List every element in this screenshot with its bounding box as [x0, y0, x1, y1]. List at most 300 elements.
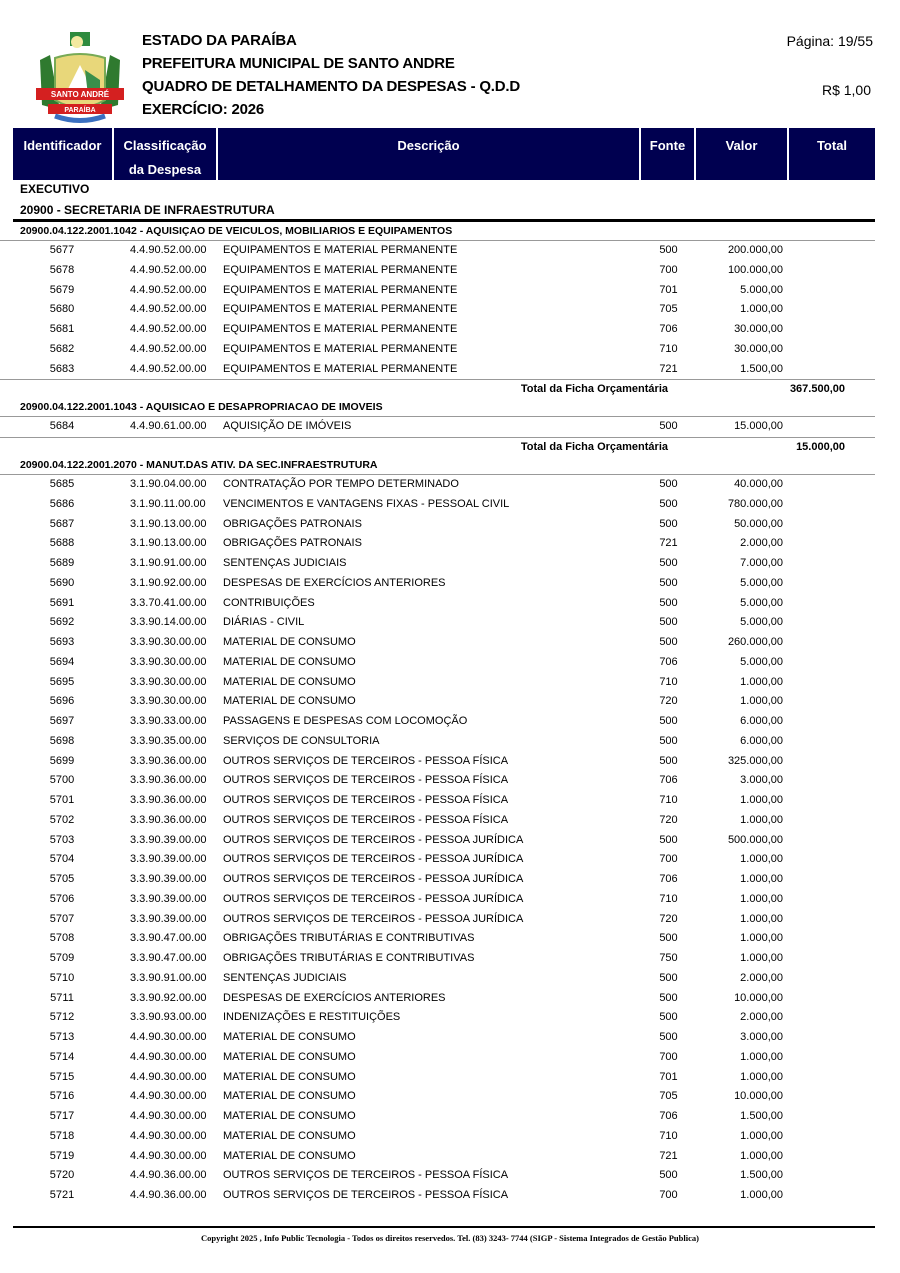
cell-descricao: OUTROS SERVIÇOS DE TERCEIROS - PESSOA JURÍDICA: [223, 833, 524, 846]
cell-fonte: 500: [659, 932, 678, 945]
cell-id: 5699: [49, 754, 75, 767]
cell-fonte: 710: [659, 892, 678, 905]
footer-divider: [13, 1226, 875, 1228]
cell-id: 5701: [49, 794, 75, 806]
cell-descricao: OUTROS SERVIÇOS DE TERCEIROS - PESSOA FÍSICA: [223, 1169, 509, 1182]
cell-fonte: 500: [659, 734, 678, 747]
table-row: [0, 1087, 900, 1107]
table-row: [0, 554, 900, 574]
cell-valor: 3.000,00: [740, 1031, 783, 1043]
table-row: [0, 850, 900, 870]
cell-descricao: MATERIAL DE CONSUMO: [223, 1050, 356, 1063]
table-row: [0, 261, 900, 281]
cell-fonte: 700: [659, 263, 678, 276]
cell-fonte: 500: [659, 833, 678, 846]
cell-descricao: MATERIAL DE CONSUMO: [223, 636, 356, 648]
cell-classificacao: 4.4.90.30.00.00: [130, 1031, 207, 1043]
cell-fonte: 700: [659, 1050, 678, 1063]
cell-classificacao: 3.3.90.30.00.00: [130, 675, 207, 688]
cell-id: 5709: [49, 952, 75, 964]
cell-valor: 1.500,00: [740, 1110, 783, 1122]
table-row: [0, 870, 900, 890]
cell-fonte: 710: [659, 1129, 678, 1142]
table-row: [0, 1068, 900, 1088]
cell-id: 5704: [49, 853, 75, 866]
cell-id: 5692: [49, 616, 75, 629]
cell-id: 5707: [49, 912, 75, 925]
cell-descricao: CONTRATAÇÃO POR TEMPO DETERMINADO: [223, 478, 459, 490]
total-value: 367.500,00: [789, 383, 845, 396]
cell-id: 5708: [49, 932, 75, 945]
table-row: [0, 594, 900, 614]
col-identificador: Identificador: [13, 128, 114, 180]
cell-descricao: EQUIPAMENTOS E MATERIAL PERMANENTE: [223, 283, 458, 296]
cell-valor: 200.000,00: [727, 244, 783, 256]
cell-fonte: 500: [659, 478, 678, 490]
cell-valor: 5.000,00: [740, 616, 783, 629]
cell-descricao: VENCIMENTOS E VANTAGENS FIXAS - PESSOAL CIVIL: [223, 497, 510, 510]
cell-descricao: EQUIPAMENTOS E MATERIAL PERMANENTE: [223, 244, 458, 256]
cell-valor: 50.000,00: [734, 517, 783, 530]
cell-id: 5711: [50, 991, 74, 1004]
cell-descricao: OUTROS SERVIÇOS DE TERCEIROS - PESSOA JURÍDICA: [223, 892, 524, 905]
cell-fonte: 500: [659, 754, 678, 767]
total-row: [0, 437, 875, 456]
cell-classificacao: 4.4.90.52.00.00: [130, 362, 207, 375]
cell-id: 5712: [49, 1011, 75, 1024]
table-row: [0, 1048, 900, 1068]
cell-descricao: SENTENÇAS JUDICIAIS: [223, 557, 347, 569]
cell-classificacao: 3.3.90.93.00.00: [130, 1011, 207, 1024]
table-row: [0, 360, 900, 380]
cell-fonte: 706: [659, 655, 678, 668]
cell-classificacao: 4.4.90.30.00.00: [130, 1129, 207, 1142]
action-heading: 20900.04.122.2001.1043 - AQUISICAO E DESAPROPRIACAO DE IMOVEIS: [0, 398, 875, 417]
cell-id: 5677: [49, 244, 75, 256]
cell-descricao: OUTROS SERVIÇOS DE TERCEIROS - PESSOA FÍSICA: [223, 813, 509, 826]
cell-valor: 30.000,00: [734, 342, 783, 355]
table-row: [0, 831, 900, 851]
power-label: EXECUTIVO: [20, 182, 90, 196]
cell-valor: 5.000,00: [740, 655, 783, 668]
cell-id: 5697: [49, 715, 75, 727]
cell-classificacao: 4.4.90.52.00.00: [130, 283, 207, 296]
cell-id: 5686: [49, 497, 75, 510]
table-row: [0, 890, 900, 910]
table-row: [0, 1107, 900, 1127]
cell-classificacao: 4.4.90.30.00.00: [130, 1149, 207, 1162]
cell-valor: 1.000,00: [740, 1050, 783, 1063]
cell-valor: 1.000,00: [740, 695, 783, 708]
table-row: [0, 949, 900, 969]
cell-descricao: MATERIAL DE CONSUMO: [223, 1090, 356, 1103]
cell-id: 5718: [49, 1129, 75, 1142]
cell-fonte: 500: [659, 991, 678, 1004]
cell-id: 5706: [49, 892, 75, 905]
cell-classificacao: 3.3.90.36.00.00: [130, 813, 207, 826]
cell-valor: 325.000,00: [727, 754, 783, 767]
cell-fonte: 706: [659, 323, 678, 335]
table-row: [0, 281, 900, 301]
cell-fonte: 500: [659, 244, 678, 256]
table-row: [0, 475, 900, 495]
cell-valor: 40.000,00: [734, 478, 783, 490]
table-row: [0, 1166, 900, 1186]
table-row: [0, 929, 900, 949]
cell-id: 5720: [49, 1169, 75, 1182]
cell-fonte: 500: [659, 420, 678, 433]
col-valor: Valor: [696, 128, 789, 180]
cell-valor: 1.000,00: [740, 1129, 783, 1142]
cell-id: 5685: [49, 478, 75, 490]
cell-id: 5716: [49, 1090, 75, 1103]
cell-valor: 10.000,00: [734, 991, 783, 1004]
col-classificacao-line2: da Despesa: [128, 162, 202, 177]
cell-descricao: OUTROS SERVIÇOS DE TERCEIROS - PESSOA JURÍDICA: [223, 873, 524, 885]
cell-valor: 1.000,00: [740, 952, 783, 964]
cell-fonte: 721: [659, 362, 678, 375]
cell-classificacao: 3.1.90.13.00.00: [130, 537, 207, 550]
city-title: PREFEITURA MUNICIPAL DE SANTO ANDRE: [142, 55, 455, 72]
cell-id: 5695: [49, 675, 75, 688]
total-row: [0, 379, 875, 398]
table-row: [0, 692, 900, 712]
cell-id: 5687: [49, 517, 75, 530]
cell-valor: 100.000,00: [727, 263, 783, 276]
cell-classificacao: 4.4.90.52.00.00: [130, 303, 207, 316]
table-row: [0, 613, 900, 633]
cell-fonte: 700: [659, 1189, 678, 1201]
cell-valor: 500.000,00: [727, 833, 783, 846]
cell-descricao: EQUIPAMENTOS E MATERIAL PERMANENTE: [223, 362, 458, 375]
cell-valor: 1.500,00: [740, 362, 783, 375]
cell-valor: 30.000,00: [734, 323, 783, 335]
copyright-text: Copyright 2025 , Info Public Tecnologia - Todos os direitos reservedos. Tel. (83) 3243- 7744 (SIGP - Sistema Integrados de Gestão Publica): [201, 1233, 699, 1243]
cell-descricao: MATERIAL DE CONSUMO: [223, 1129, 356, 1142]
cell-valor: 260.000,00: [727, 636, 783, 648]
cell-fonte: 500: [659, 576, 678, 589]
table-row: [0, 791, 900, 811]
cell-descricao: INDENIZAÇÕES E RESTITUIÇÕES: [223, 1011, 401, 1024]
table-row: [0, 320, 900, 340]
cell-id: 5682: [49, 342, 75, 355]
cell-descricao: SERVIÇOS DE CONSULTORIA: [223, 734, 380, 747]
cell-id: 5698: [49, 734, 75, 747]
cell-classificacao: 3.3.90.36.00.00: [130, 754, 207, 767]
cell-id: 5710: [49, 971, 75, 984]
page-number: Página: 19/55: [786, 33, 873, 49]
table-row: [0, 673, 900, 693]
cell-id: 5693: [49, 636, 75, 648]
cell-id: 5715: [49, 1070, 75, 1083]
cell-fonte: 710: [659, 675, 678, 688]
cell-descricao: MATERIAL DE CONSUMO: [223, 1110, 356, 1122]
cell-fonte: 705: [659, 1090, 678, 1103]
cell-valor: 2.000,00: [740, 1011, 783, 1024]
cell-descricao: DESPESAS DE EXERCÍCIOS ANTERIORES: [223, 576, 446, 589]
cell-classificacao: 3.3.90.47.00.00: [130, 932, 207, 945]
cell-id: 5696: [49, 695, 75, 708]
cell-descricao: EQUIPAMENTOS E MATERIAL PERMANENTE: [223, 263, 458, 276]
cell-valor: 1.500,00: [740, 1169, 783, 1182]
cell-classificacao: 3.3.90.92.00.00: [130, 991, 207, 1004]
cell-classificacao: 4.4.90.52.00.00: [130, 323, 207, 335]
state-title: ESTADO DA PARAÍBA: [142, 32, 297, 49]
table-row: [0, 989, 900, 1009]
cell-descricao: OUTROS SERVIÇOS DE TERCEIROS - PESSOA FÍSICA: [223, 1189, 509, 1201]
municipal-coat-of-arms-logo: [30, 30, 130, 125]
cell-classificacao: 3.3.90.91.00.00: [130, 971, 207, 984]
cell-fonte: 750: [659, 952, 678, 964]
cell-classificacao: 3.1.90.91.00.00: [130, 557, 207, 569]
cell-fonte: 705: [659, 303, 678, 316]
cell-descricao: EQUIPAMENTOS E MATERIAL PERMANENTE: [223, 303, 458, 316]
cell-classificacao: 4.4.90.52.00.00: [130, 244, 207, 256]
cell-descricao: OBRIGAÇÕES PATRONAIS: [223, 517, 362, 530]
cell-classificacao: 4.4.90.36.00.00: [130, 1189, 207, 1201]
table-row: [0, 1186, 900, 1206]
action-heading: 20900.04.122.2001.1042 - AQUISIÇAO DE VEICULOS, MOBILIARIOS E EQUIPAMENTOS: [0, 222, 875, 241]
cell-id: 5705: [49, 873, 75, 885]
cell-fonte: 500: [659, 557, 678, 569]
action-heading: 20900.04.122.2001.2070 - MANUT.DAS ATIV. DA SEC.INFRAESTRUTURA: [0, 456, 875, 475]
cell-descricao: DIÁRIAS - CIVIL: [223, 616, 305, 629]
cell-fonte: 500: [659, 517, 678, 530]
table-row: [0, 969, 900, 989]
table-body: [0, 222, 900, 1206]
cell-fonte: 500: [659, 1011, 678, 1024]
cell-id: 5713: [49, 1031, 75, 1043]
cell-fonte: 720: [659, 695, 678, 708]
cell-valor: 5.000,00: [740, 596, 783, 609]
cell-valor: 1.000,00: [740, 303, 783, 316]
cell-id: 5679: [49, 283, 75, 296]
total-label: Total da Ficha Orçamentária: [520, 441, 668, 453]
table-row: [0, 712, 900, 732]
cell-id: 5719: [49, 1149, 75, 1162]
cell-valor: 15.000,00: [734, 420, 783, 433]
table-row: [0, 771, 900, 791]
cell-fonte: 701: [659, 1070, 678, 1083]
table-row: [0, 1028, 900, 1048]
cell-valor: 1.000,00: [740, 912, 783, 925]
cell-fonte: 500: [659, 616, 678, 629]
cell-fonte: 706: [659, 873, 678, 885]
cell-classificacao: 3.3.90.47.00.00: [130, 952, 207, 964]
cell-valor: 1.000,00: [740, 1149, 783, 1162]
cell-classificacao: 3.3.90.36.00.00: [130, 774, 207, 787]
cell-descricao: OBRIGAÇÕES TRIBUTÁRIAS E CONTRIBUTIVAS: [223, 952, 475, 964]
cell-valor: 1.000,00: [740, 813, 783, 826]
cell-id: 5688: [49, 537, 75, 550]
table-row: [0, 574, 900, 594]
cell-valor: 2.000,00: [740, 537, 783, 550]
cell-fonte: 706: [659, 774, 678, 787]
cell-classificacao: 3.3.90.30.00.00: [130, 655, 207, 668]
cell-id: 5721: [49, 1189, 75, 1201]
cell-classificacao: 3.3.90.14.00.00: [130, 616, 207, 629]
cell-classificacao: 3.3.90.39.00.00: [130, 892, 207, 905]
cell-classificacao: 3.3.90.39.00.00: [130, 853, 207, 866]
cell-classificacao: 4.4.90.30.00.00: [130, 1050, 207, 1063]
table-row: [0, 910, 900, 930]
cell-valor: 5.000,00: [740, 576, 783, 589]
cell-id: 5700: [49, 774, 75, 787]
cell-id: 5683: [49, 362, 75, 375]
cell-fonte: 710: [659, 794, 678, 806]
svg-text:SANTO ANDRÉ: SANTO ANDRÉ: [50, 90, 110, 99]
report-title: QUADRO DE DETALHAMENTO DA DESPESAS - Q.D.D: [142, 78, 521, 95]
cell-id: 5694: [49, 655, 75, 668]
cell-classificacao: 3.3.90.33.00.00: [130, 715, 207, 727]
cell-fonte: 500: [659, 1169, 678, 1182]
cell-descricao: EQUIPAMENTOS E MATERIAL PERMANENTE: [223, 342, 458, 355]
cell-classificacao: 3.3.90.39.00.00: [130, 912, 207, 925]
cell-descricao: OUTROS SERVIÇOS DE TERCEIROS - PESSOA FÍSICA: [223, 794, 509, 806]
cell-classificacao: 3.3.90.36.00.00: [130, 794, 207, 806]
cell-fonte: 706: [659, 1110, 678, 1122]
col-classificacao-line1: Classificação: [123, 138, 207, 153]
cell-descricao: MATERIAL DE CONSUMO: [223, 1149, 356, 1162]
cell-id: 5678: [49, 263, 75, 276]
cell-valor: 1.000,00: [740, 892, 783, 905]
cell-classificacao: 4.4.90.61.00.00: [130, 420, 207, 433]
cell-descricao: MATERIAL DE CONSUMO: [223, 695, 356, 708]
cell-classificacao: 4.4.90.30.00.00: [130, 1070, 207, 1083]
cell-valor: 6.000,00: [740, 715, 783, 727]
cell-descricao: DESPESAS DE EXERCÍCIOS ANTERIORES: [223, 991, 446, 1004]
table-row: [0, 732, 900, 752]
table-header: [13, 128, 875, 180]
cell-classificacao: 3.3.90.30.00.00: [130, 695, 207, 708]
cell-classificacao: 3.1.90.11.00.00: [130, 497, 206, 510]
cell-descricao: AQUISIÇÃO DE IMÓVEIS: [223, 420, 352, 433]
cell-descricao: OBRIGAÇÕES TRIBUTÁRIAS E CONTRIBUTIVAS: [223, 932, 475, 945]
table-row: [0, 1147, 900, 1167]
cell-classificacao: 3.1.90.04.00.00: [130, 478, 207, 490]
cell-fonte: 500: [659, 636, 678, 648]
table-row: [0, 811, 900, 831]
cell-valor: 1.000,00: [740, 873, 783, 885]
table-row: [0, 752, 900, 772]
col-descricao: Descrição: [218, 128, 641, 180]
cell-valor: 1.000,00: [740, 853, 783, 866]
table-row: [0, 1127, 900, 1147]
cell-valor: 780.000,00: [727, 497, 783, 510]
col-classificacao: [114, 128, 218, 180]
cell-id: 5684: [49, 420, 75, 433]
cell-id: 5717: [49, 1110, 75, 1122]
cell-id: 5690: [49, 576, 75, 589]
cell-valor: 6.000,00: [740, 734, 783, 747]
cell-fonte: 500: [659, 596, 678, 609]
cell-descricao: MATERIAL DE CONSUMO: [223, 1031, 356, 1043]
cell-fonte: 500: [659, 1031, 678, 1043]
cell-classificacao: 3.3.90.30.00.00: [130, 636, 207, 648]
cell-id: 5681: [49, 323, 75, 335]
cell-descricao: MATERIAL DE CONSUMO: [223, 1070, 356, 1083]
cell-valor: 2.000,00: [740, 971, 783, 984]
cell-classificacao: 4.4.90.52.00.00: [130, 263, 207, 276]
cell-fonte: 701: [659, 283, 678, 296]
cell-descricao: MATERIAL DE CONSUMO: [223, 655, 356, 668]
cell-valor: 3.000,00: [740, 774, 783, 787]
col-total: Total: [816, 138, 848, 153]
cell-descricao: SENTENÇAS JUDICIAIS: [223, 971, 347, 984]
cell-classificacao: 3.1.90.92.00.00: [130, 576, 207, 589]
cell-valor: 10.000,00: [734, 1090, 783, 1103]
cell-id: 5703: [49, 833, 75, 846]
cell-fonte: 720: [659, 912, 678, 925]
cell-descricao: CONTRIBUIÇÕES: [223, 596, 315, 609]
cell-valor: 1.000,00: [740, 794, 783, 806]
cell-classificacao: 3.3.90.39.00.00: [130, 873, 207, 885]
cell-fonte: 500: [659, 971, 678, 984]
cell-valor: 7.000,00: [740, 557, 783, 569]
cell-classificacao: 3.1.90.13.00.00: [130, 517, 207, 530]
cell-id: 5702: [49, 813, 75, 826]
cell-fonte: 500: [659, 715, 678, 727]
table-row: [0, 417, 900, 437]
table-row: [0, 653, 900, 673]
cell-descricao: OUTROS SERVIÇOS DE TERCEIROS - PESSOA FÍSICA: [223, 754, 509, 767]
currency-unit: R$ 1,00: [821, 82, 871, 98]
cell-descricao: EQUIPAMENTOS E MATERIAL PERMANENTE: [223, 323, 458, 335]
cell-valor: 1.000,00: [740, 932, 783, 945]
cell-classificacao: 4.4.90.30.00.00: [130, 1110, 207, 1122]
cell-id: 5689: [49, 557, 75, 569]
cell-classificacao: 3.3.90.35.00.00: [130, 734, 207, 747]
cell-descricao: OUTROS SERVIÇOS DE TERCEIROS - PESSOA FÍSICA: [223, 774, 509, 787]
cell-classificacao: 3.3.70.41.00.00: [130, 596, 207, 609]
cell-descricao: PASSAGENS E DESPESAS COM LOCOMOÇÃO: [223, 715, 468, 727]
secretaria-label: 20900 - SECRETARIA DE INFRAESTRUTURA: [20, 203, 275, 217]
cell-descricao: OUTROS SERVIÇOS DE TERCEIROS - PESSOA JURÍDICA: [223, 912, 524, 925]
table-row: [0, 495, 900, 515]
table-row: [0, 340, 900, 360]
total-label: Total da Ficha Orçamentária: [520, 383, 668, 396]
cell-classificacao: 4.4.90.52.00.00: [130, 342, 207, 355]
svg-text:PARAÍBA: PARAÍBA: [64, 107, 96, 114]
cell-fonte: 721: [659, 1149, 678, 1162]
cell-classificacao: 4.4.90.30.00.00: [130, 1090, 207, 1103]
cell-id: 5680: [49, 303, 75, 316]
exercise-year: EXERCÍCIO: 2026: [142, 101, 265, 118]
cell-valor: 1.000,00: [740, 675, 783, 688]
cell-fonte: 700: [659, 853, 678, 866]
col-fonte: Fonte: [641, 128, 696, 180]
cell-descricao: OBRIGAÇÕES PATRONAIS: [223, 537, 362, 550]
cell-classificacao: 4.4.90.36.00.00: [130, 1169, 207, 1182]
cell-descricao: MATERIAL DE CONSUMO: [223, 675, 356, 688]
cell-fonte: 710: [659, 342, 678, 355]
table-row: [0, 534, 900, 554]
cell-fonte: 721: [659, 537, 678, 550]
table-row: [0, 515, 900, 535]
total-value: 15.000,00: [796, 441, 845, 453]
cell-valor: 5.000,00: [740, 283, 783, 296]
cell-classificacao: 3.3.90.39.00.00: [130, 833, 207, 846]
cell-valor: 1.000,00: [740, 1189, 783, 1201]
cell-id: 5714: [49, 1050, 75, 1063]
table-row: [0, 1008, 900, 1028]
cell-fonte: 720: [659, 813, 678, 826]
table-row: [0, 241, 900, 261]
cell-id: 5691: [49, 596, 75, 609]
cell-valor: 1.000,00: [740, 1070, 783, 1083]
table-row: [0, 300, 900, 320]
table-row: [0, 633, 900, 653]
